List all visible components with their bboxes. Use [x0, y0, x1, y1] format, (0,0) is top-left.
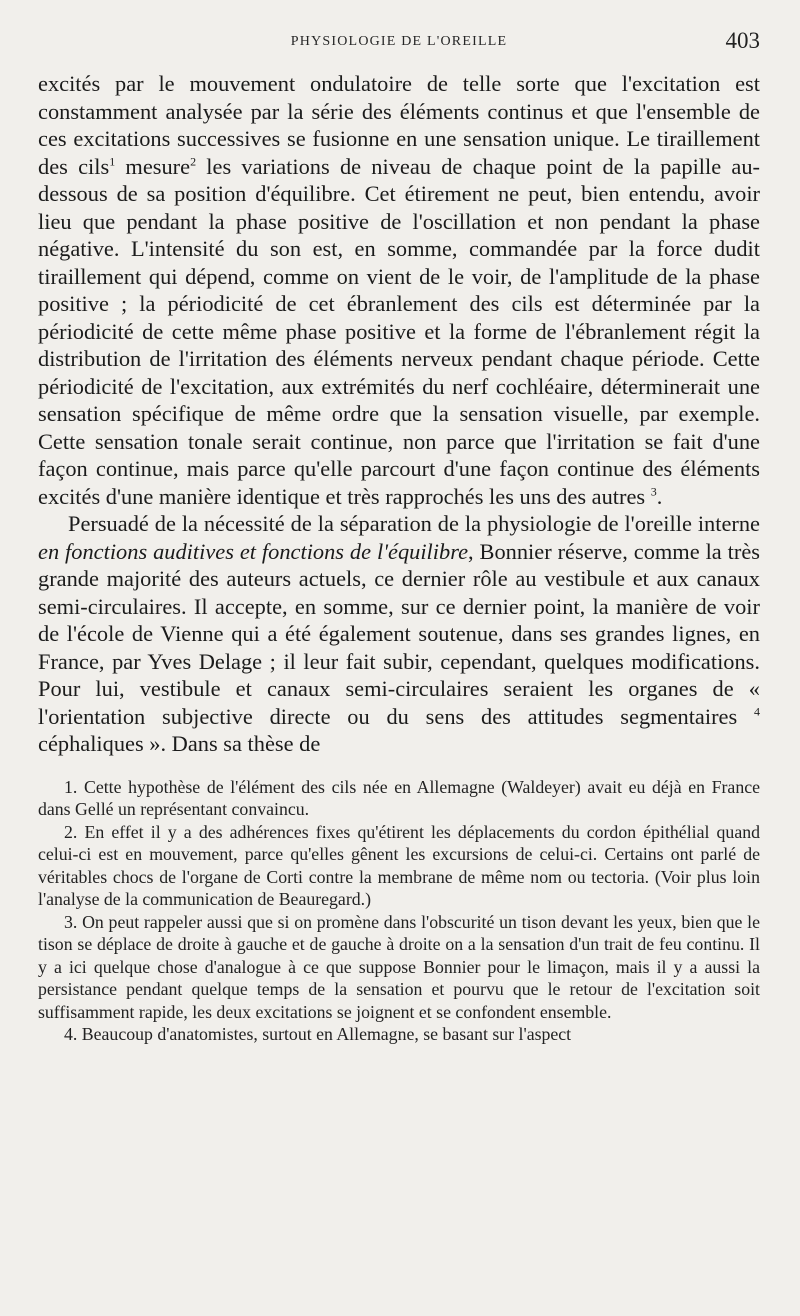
paragraph-2-text-c: céphaliques ». Dans sa thèse de [38, 731, 321, 756]
main-text [38, 70, 760, 758]
paragraph-2-text-a: Persuadé de la nécessité de la séparation de la physiologie de l'oreille interne [68, 511, 760, 536]
footnote-3: 3. On peut rappeler aussi que si on promène dans l'obscurité un tison devant les yeux, bien que le tison se déplace de droite à gauche et de gauche à droite on a la sensation d'un trait de feu continu. Il y a ici quelque chose d'analogue à ce que suppose Bonnier pour le limaçon, mais il y a aussi la persistance pendant quelque temps de la sensation et pourvu que le retour de l'excitation soit suffisamment rapide, les deux excitations se joignent et se confondent ensemble. [38, 911, 760, 1022]
footnote-ref-2: 2 [190, 154, 197, 169]
paragraph-2-italic: en fonctions auditives et fonctions de l'équilibre [38, 538, 469, 564]
footnote-ref-1: 1 [109, 154, 116, 169]
footnotes [38, 776, 760, 1046]
paragraph-1 [38, 70, 760, 510]
paragraph-1-text-d: . [656, 483, 663, 509]
paragraph-1-text-c: les variations de niveau de chaque point de la papille au-dessous de sa position d'équilibre. Cet étirement ne peut, bien entendu, avoir lieu que pendant la phase positive de l'oscillation et non pendant la phase négative. L'intensité du son est, en somme, commandée par la force dudit tiraillement qui dépend, comme on vient de le voir, de l'amplitude de la phase positive ; la périodicité de cet ébranlement des cils est déterminée par la périodicité de cette même phase positive et la forme de l'ébranlement régit la distribution de l'irritation des éléments nerveux pendant chaque période. Cette périodicité de l'excitation, aux extrémités du nerf cochléaire, déterminerait une sensation spécifique de même ordre que la sensation visuelle, par exemple. Cette sensation tonale serait continue, non parce que l'irritation se fait d'une façon continue, mais parce qu'elle parcourt d'une façon continue des éléments excités d'une manière identique et très rapprochés les uns des autres [38, 153, 760, 509]
footnote-2: 2. En effet il y a des adhérences fixes qu'étirent les déplacements du cordon épithélial quand celui-ci est en mouvement, parce qu'elles gênent les excursions de celui-ci. Certains ont parlé de véritables chocs de l'organe de Corti contre la membrane de même nom ou tectoria. (Voir plus loin l'analyse de la communication de Beauregard.) [38, 821, 760, 909]
paragraph-1-text-b: mesure [115, 153, 191, 179]
page-number: 403 [725, 28, 760, 53]
footnote-ref-4: 4 [754, 704, 760, 719]
footnote-ref-3: 3 [650, 484, 657, 499]
paragraph-2 [38, 510, 760, 758]
paragraph-1-text-a: excités par le mouvement ondulatoire de telle sorte que l'excitation est constamment analysée par la série des éléments continus et que l'ensemble de ces excitations successives se fusionne en une sensation unique. Le tiraillement des cils [38, 71, 760, 179]
page-header [38, 24, 760, 70]
running-title: PHYSIOLOGIE DE L'OREILLE [290, 34, 508, 49]
footnote-1: 1. Cette hypothèse de l'élément des cils née en Allemagne (Waldeyer) avait eu déjà en France dans Gellé un représentant convaincu. [38, 776, 760, 819]
footnote-4: 4. Beaucoup d'anatomistes, surtout en Allemagne, se basant sur l'aspect [64, 1024, 572, 1044]
paragraph-2-text-b: , Bonnier réserve, comme la très grande majorité des auteurs actuels, ce dernier rôle au vestibule et aux canaux semi-circulaires. Il accepte, en somme, sur ce dernier point, la manière de voir de l'école de Vienne qui a été également soutenue, dans ses grandes lignes, en France, par Yves Delage ; il leur fait subir, cependant, quelques modifications. Pour lui, vestibule et canaux semi-circulaires seraient les organes de « l'orientation subjective directe ou du sens des attitudes segmentaires [38, 538, 760, 729]
